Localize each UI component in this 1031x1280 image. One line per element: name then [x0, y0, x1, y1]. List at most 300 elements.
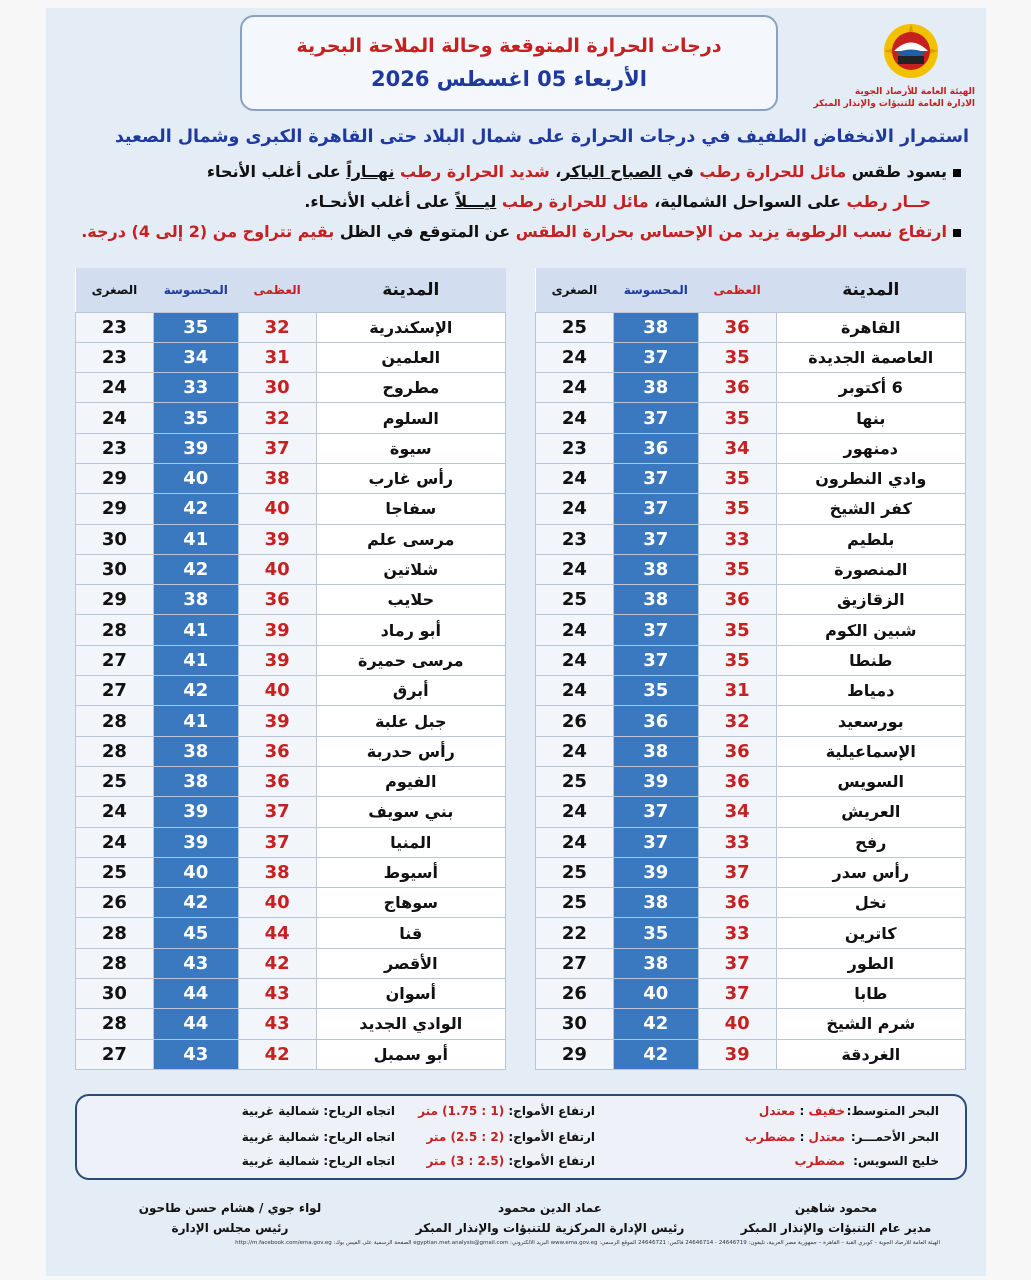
max-temp: 34	[698, 797, 776, 827]
feels-like-temp: 40	[613, 979, 698, 1009]
feels-like-temp: 41	[153, 645, 238, 675]
city-name: بنها	[776, 403, 965, 433]
header-city: المدينة	[316, 268, 505, 312]
city-name: الوادي الجديد	[316, 1009, 505, 1039]
max-temp: 38	[238, 463, 316, 493]
min-temp: 24	[76, 373, 154, 403]
feels-like-temp: 33	[153, 373, 238, 403]
table-row	[76, 676, 506, 706]
city-name: قنا	[316, 918, 505, 948]
feels-like-temp: 35	[153, 403, 238, 433]
footer-contact: الهيئة العامة للأرصاد الجوية – كوبري القبة – القاهرة – جمهورية مصر العربية، تليفون: 24646719 - 24646714 فاكس: 24646721 الموقع الرسمي: www.ema.gov.eg البريد الالكتروني: egyptian.met.analysis@gmail.com الصفحة الرسمية على الفيس بوك: http://m.facebook.com/ema.gov.eg	[235, 1240, 940, 1246]
table-row	[536, 585, 966, 615]
max-temp: 32	[698, 706, 776, 736]
city-name: الفيوم	[316, 766, 505, 796]
min-temp: 24	[536, 494, 614, 524]
table-row	[536, 433, 966, 463]
min-temp: 26	[536, 706, 614, 736]
signature-name: عماد الدين محمود	[498, 1201, 602, 1215]
min-temp: 24	[536, 403, 614, 433]
table-row	[536, 1009, 966, 1039]
feels-like-temp: 42	[153, 676, 238, 706]
min-temp: 26	[536, 979, 614, 1009]
city-name: طابا	[776, 979, 965, 1009]
feels-like-temp: 40	[153, 857, 238, 887]
table-row	[536, 797, 966, 827]
max-temp: 31	[238, 342, 316, 372]
wave-value: (2 : 2.5) متر	[426, 1130, 505, 1144]
header-city: المدينة	[776, 268, 965, 312]
table-row	[76, 312, 506, 342]
feels-like-temp: 37	[613, 463, 698, 493]
sea-name: البحر المتوسط:	[846, 1104, 939, 1118]
table-row	[536, 312, 966, 342]
max-temp: 32	[238, 403, 316, 433]
city-name: السويس	[776, 766, 965, 796]
text: في	[661, 162, 700, 181]
wind-direction: اتجاه الرياح: شمالية غربية	[241, 1130, 395, 1144]
min-temp: 27	[76, 1039, 154, 1069]
min-temp: 25	[76, 857, 154, 887]
min-temp: 28	[76, 736, 154, 766]
wind-direction: اتجاه الرياح: شمالية غربية	[241, 1104, 395, 1118]
separator: :	[795, 1104, 809, 1118]
signature-title: رئيس الإدارة المركزية للتنبؤات والإنذار المبكر	[415, 1221, 685, 1235]
feels-like-temp: 39	[153, 827, 238, 857]
text: مائل للحرارة رطب	[501, 192, 649, 211]
table-row	[76, 524, 506, 554]
min-temp: 24	[536, 676, 614, 706]
max-temp: 40	[698, 1009, 776, 1039]
feels-like-temp: 37	[613, 827, 698, 857]
feels-like-temp: 38	[613, 312, 698, 342]
table-row	[536, 888, 966, 918]
city-name: شبين الكوم	[776, 615, 965, 645]
max-temp: 39	[238, 645, 316, 675]
min-temp: 28	[76, 706, 154, 736]
table-row	[536, 918, 966, 948]
text: على السواحل الشمالية،	[648, 192, 847, 211]
max-temp: 39	[238, 706, 316, 736]
city-name: نخل	[776, 888, 965, 918]
city-name: سوهاج	[316, 888, 505, 918]
table-row	[536, 494, 966, 524]
city-name: الإسماعيلية	[776, 736, 965, 766]
feels-like-temp: 42	[613, 1039, 698, 1069]
sea-condition-a: خفيف	[808, 1104, 845, 1118]
feels-like-temp: 36	[613, 706, 698, 736]
city-name: مطروح	[316, 373, 505, 403]
org-department: الادارة العامة للتنبؤات والإنذار المبكر	[813, 99, 975, 109]
table-row	[76, 827, 506, 857]
city-name: بني سويف	[316, 797, 505, 827]
max-temp: 35	[698, 615, 776, 645]
table-row	[76, 1039, 506, 1069]
table-row	[76, 373, 506, 403]
max-temp: 34	[698, 433, 776, 463]
table-row	[76, 918, 506, 948]
table-row	[76, 494, 506, 524]
max-temp: 32	[238, 312, 316, 342]
city-name: بلطيم	[776, 524, 965, 554]
feels-like-temp: 39	[153, 433, 238, 463]
min-temp: 24	[536, 645, 614, 675]
feels-like-temp: 37	[613, 494, 698, 524]
text: نهــاراً	[346, 162, 395, 181]
temperature-table-right	[535, 268, 966, 1070]
feels-like-temp: 37	[613, 524, 698, 554]
max-temp: 36	[698, 585, 776, 615]
sea-row	[77, 1104, 965, 1124]
signature-3	[130, 1198, 330, 1238]
sea-condition	[745, 1130, 845, 1144]
city-name: رأس حدربة	[316, 736, 505, 766]
max-temp: 36	[238, 766, 316, 796]
table-row	[76, 857, 506, 887]
min-temp: 23	[536, 433, 614, 463]
text: على أغلب الأنحـاء.	[304, 192, 456, 211]
wave-height	[426, 1130, 595, 1144]
header-feel: المحسوسة	[613, 268, 698, 312]
max-temp: 44	[238, 918, 316, 948]
min-temp: 24	[536, 797, 614, 827]
min-temp: 25	[536, 585, 614, 615]
max-temp: 42	[238, 948, 316, 978]
min-temp: 27	[536, 948, 614, 978]
max-temp: 37	[238, 797, 316, 827]
feels-like-temp: 38	[153, 736, 238, 766]
city-name: العلمين	[316, 342, 505, 372]
max-temp: 36	[238, 585, 316, 615]
table-row	[536, 948, 966, 978]
max-temp: 37	[698, 857, 776, 887]
city-name: الزقازيق	[776, 585, 965, 615]
ema-logo	[880, 20, 942, 82]
separator: :	[795, 1130, 809, 1144]
table-row	[76, 979, 506, 1009]
table-row	[76, 766, 506, 796]
wave-label: ارتفاع الأمواج:	[504, 1130, 595, 1144]
max-temp: 40	[238, 494, 316, 524]
sea-condition-b: معتدل	[758, 1104, 796, 1118]
max-temp: 31	[698, 676, 776, 706]
feels-like-temp: 38	[613, 373, 698, 403]
sea-row	[77, 1154, 965, 1174]
city-name: أبو سمبل	[316, 1039, 505, 1069]
feels-like-temp: 39	[613, 766, 698, 796]
max-temp: 36	[698, 736, 776, 766]
max-temp: 36	[698, 312, 776, 342]
max-temp: 38	[238, 857, 316, 887]
feels-like-temp: 37	[613, 645, 698, 675]
city-name: كفر الشيخ	[776, 494, 965, 524]
min-temp: 23	[76, 312, 154, 342]
header-min: الصغرى	[76, 268, 154, 312]
min-temp: 27	[76, 645, 154, 675]
city-name: شلاتين	[316, 554, 505, 584]
min-temp: 28	[76, 615, 154, 645]
min-temp: 24	[536, 736, 614, 766]
min-temp: 30	[76, 979, 154, 1009]
bullet-humidity	[61, 222, 961, 241]
feels-like-temp: 39	[613, 857, 698, 887]
min-temp: 26	[76, 888, 154, 918]
table-row	[536, 645, 966, 675]
wave-value: (1 : 1.75) متر	[418, 1104, 505, 1118]
city-name: كاترين	[776, 918, 965, 948]
table-row	[76, 463, 506, 493]
city-name: بورسعيد	[776, 706, 965, 736]
feels-like-temp: 38	[613, 736, 698, 766]
table-row	[536, 403, 966, 433]
min-temp: 24	[536, 342, 614, 372]
min-temp: 24	[76, 797, 154, 827]
max-temp: 35	[698, 645, 776, 675]
min-temp: 22	[536, 918, 614, 948]
feels-like-temp: 38	[613, 585, 698, 615]
feels-like-temp: 41	[153, 706, 238, 736]
min-temp: 28	[76, 948, 154, 978]
bullet-weather-day	[61, 162, 961, 181]
table-header-row	[536, 268, 966, 312]
table-row	[536, 373, 966, 403]
text: شديد الحرارة رطب	[400, 162, 550, 181]
table-row	[76, 554, 506, 584]
title-box	[240, 15, 778, 111]
table-row	[76, 888, 506, 918]
city-name: مرسى حميرة	[316, 645, 505, 675]
city-name: الإسكندرية	[316, 312, 505, 342]
table-row	[76, 433, 506, 463]
city-name: وادي النطرون	[776, 463, 965, 493]
signature-1	[721, 1198, 951, 1238]
table-row	[536, 857, 966, 887]
city-name: القاهرة	[776, 312, 965, 342]
table-row	[536, 1039, 966, 1069]
text: ،	[549, 162, 562, 181]
table-row	[536, 554, 966, 584]
bullet-icon	[953, 229, 961, 237]
table-row	[536, 827, 966, 857]
min-temp: 29	[536, 1039, 614, 1069]
table-row	[536, 463, 966, 493]
max-temp: 40	[238, 554, 316, 584]
table-row	[76, 645, 506, 675]
city-name: مرسى علم	[316, 524, 505, 554]
feels-like-temp: 37	[613, 342, 698, 372]
text: على أغلب الأنحاء	[206, 162, 347, 181]
min-temp: 30	[76, 524, 154, 554]
forecast-date: الأربعاء 05 اغسطس 2026	[371, 67, 647, 91]
city-name: سيوة	[316, 433, 505, 463]
wave-value: (2.5 : 3) متر	[426, 1154, 505, 1168]
header-max: العظمى	[238, 268, 316, 312]
feels-like-temp: 38	[613, 888, 698, 918]
feels-like-temp: 45	[153, 918, 238, 948]
min-temp: 29	[76, 463, 154, 493]
min-temp: 25	[76, 766, 154, 796]
max-temp: 36	[698, 888, 776, 918]
min-temp: 24	[536, 373, 614, 403]
feels-like-temp: 38	[153, 585, 238, 615]
city-name: رفح	[776, 827, 965, 857]
max-temp: 35	[698, 403, 776, 433]
table-header-row	[76, 268, 506, 312]
headline: استمرار الانخفاض الطفيف في درجات الحرارة على شمال البلاد حتى القاهرة الكبرى وشمال الصعيد	[114, 127, 969, 147]
min-temp: 29	[76, 494, 154, 524]
text: الصباح الباكر	[561, 162, 662, 181]
table-row	[76, 797, 506, 827]
min-temp: 27	[76, 676, 154, 706]
city-name: أبو رماد	[316, 615, 505, 645]
max-temp: 39	[238, 615, 316, 645]
max-temp: 35	[698, 342, 776, 372]
max-temp: 40	[238, 676, 316, 706]
min-temp: 24	[536, 615, 614, 645]
max-temp: 39	[698, 1039, 776, 1069]
text: بقيم تتراوح من (2 إلى 4) درجة.	[81, 222, 335, 241]
wave-label: ارتفاع الأمواج:	[504, 1104, 595, 1118]
city-name: جبل علبة	[316, 706, 505, 736]
feels-like-temp: 37	[613, 797, 698, 827]
max-temp: 36	[698, 766, 776, 796]
sea-name: البحر الأحمـــر:	[850, 1130, 939, 1144]
city-name: 6 أكتوبر	[776, 373, 965, 403]
min-temp: 25	[536, 766, 614, 796]
wave-label: ارتفاع الأمواج:	[504, 1154, 595, 1168]
min-temp: 24	[76, 827, 154, 857]
sea-name: خليج السويس:	[853, 1154, 939, 1168]
max-temp: 33	[698, 524, 776, 554]
temperature-table-left	[75, 268, 506, 1070]
feels-like-temp: 37	[613, 403, 698, 433]
sea-condition-b: مضطرب	[744, 1130, 796, 1144]
table-row	[536, 766, 966, 796]
min-temp: 28	[76, 1009, 154, 1039]
table-row	[76, 342, 506, 372]
feels-like-temp: 38	[613, 948, 698, 978]
table-row	[76, 1009, 506, 1039]
signature-title: رئيس مجلس الإدارة	[171, 1221, 289, 1235]
sea-row	[77, 1130, 965, 1150]
city-name: أبرق	[316, 676, 505, 706]
min-temp: 24	[536, 554, 614, 584]
text: ليـــلاً	[455, 192, 497, 211]
city-name: رأس سدر	[776, 857, 965, 887]
bullet-weather-night	[31, 192, 931, 211]
table-row	[76, 706, 506, 736]
max-temp: 37	[698, 948, 776, 978]
max-temp: 36	[698, 373, 776, 403]
min-temp: 24	[76, 403, 154, 433]
header-min: الصغرى	[536, 268, 614, 312]
table-row	[536, 979, 966, 1009]
feels-like-temp: 40	[153, 463, 238, 493]
feels-like-temp: 37	[613, 615, 698, 645]
city-name: المنيا	[316, 827, 505, 857]
feels-like-temp: 42	[153, 554, 238, 584]
max-temp: 39	[238, 524, 316, 554]
table-row	[76, 403, 506, 433]
city-name: حلايب	[316, 585, 505, 615]
city-name: طنطا	[776, 645, 965, 675]
city-name: دمياط	[776, 676, 965, 706]
signature-name: محمود شاهين	[794, 1201, 878, 1215]
page-title: درجات الحرارة المتوقعة وحالة الملاحة البحرية	[296, 35, 722, 57]
feels-like-temp: 44	[153, 979, 238, 1009]
max-temp: 37	[238, 827, 316, 857]
wave-height	[418, 1104, 595, 1118]
sea-state-box	[75, 1094, 967, 1180]
max-temp: 36	[238, 736, 316, 766]
min-temp: 25	[536, 888, 614, 918]
text: يسود طقس	[846, 162, 947, 181]
max-temp: 43	[238, 979, 316, 1009]
min-temp: 23	[76, 433, 154, 463]
city-name: المنصورة	[776, 554, 965, 584]
min-temp: 24	[536, 827, 614, 857]
sea-condition	[795, 1154, 845, 1168]
city-name: شرم الشيخ	[776, 1009, 965, 1039]
signature-2	[390, 1198, 710, 1238]
header-feel: المحسوسة	[153, 268, 238, 312]
min-temp: 25	[536, 857, 614, 887]
wind-direction: اتجاه الرياح: شمالية غربية	[241, 1154, 395, 1168]
max-temp: 33	[698, 918, 776, 948]
sea-condition-a: معتدل	[808, 1130, 845, 1144]
wave-height	[426, 1154, 595, 1168]
city-name: السلوم	[316, 403, 505, 433]
max-temp: 42	[238, 1039, 316, 1069]
city-name: الأقصر	[316, 948, 505, 978]
feels-like-temp: 39	[153, 797, 238, 827]
table-row	[536, 736, 966, 766]
city-name: دمنهور	[776, 433, 965, 463]
feels-like-temp: 42	[153, 494, 238, 524]
feels-like-temp: 34	[153, 342, 238, 372]
table-row	[536, 524, 966, 554]
max-temp: 40	[238, 888, 316, 918]
table-row	[536, 615, 966, 645]
min-temp: 30	[536, 1009, 614, 1039]
min-temp: 29	[76, 585, 154, 615]
min-temp: 25	[536, 312, 614, 342]
min-temp: 23	[536, 524, 614, 554]
feels-like-temp: 41	[153, 615, 238, 645]
max-temp: 35	[698, 494, 776, 524]
max-temp: 35	[698, 554, 776, 584]
min-temp: 23	[76, 342, 154, 372]
feels-like-temp: 43	[153, 948, 238, 978]
signature-title: مدير عام التنبؤات والإنذار المبكر	[740, 1221, 932, 1235]
feels-like-temp: 41	[153, 524, 238, 554]
city-name: العريش	[776, 797, 965, 827]
city-name: العاصمة الجديدة	[776, 342, 965, 372]
city-name: أسيوط	[316, 857, 505, 887]
max-temp: 35	[698, 463, 776, 493]
table-row	[536, 342, 966, 372]
table-row	[76, 585, 506, 615]
table-row	[536, 676, 966, 706]
table-row	[76, 615, 506, 645]
feels-like-temp: 35	[613, 676, 698, 706]
text: حــار رطب	[846, 192, 931, 211]
feels-like-temp: 44	[153, 1009, 238, 1039]
feels-like-temp: 42	[153, 888, 238, 918]
text: مائل للحرارة رطب	[699, 162, 847, 181]
max-temp: 33	[698, 827, 776, 857]
min-temp: 28	[76, 918, 154, 948]
